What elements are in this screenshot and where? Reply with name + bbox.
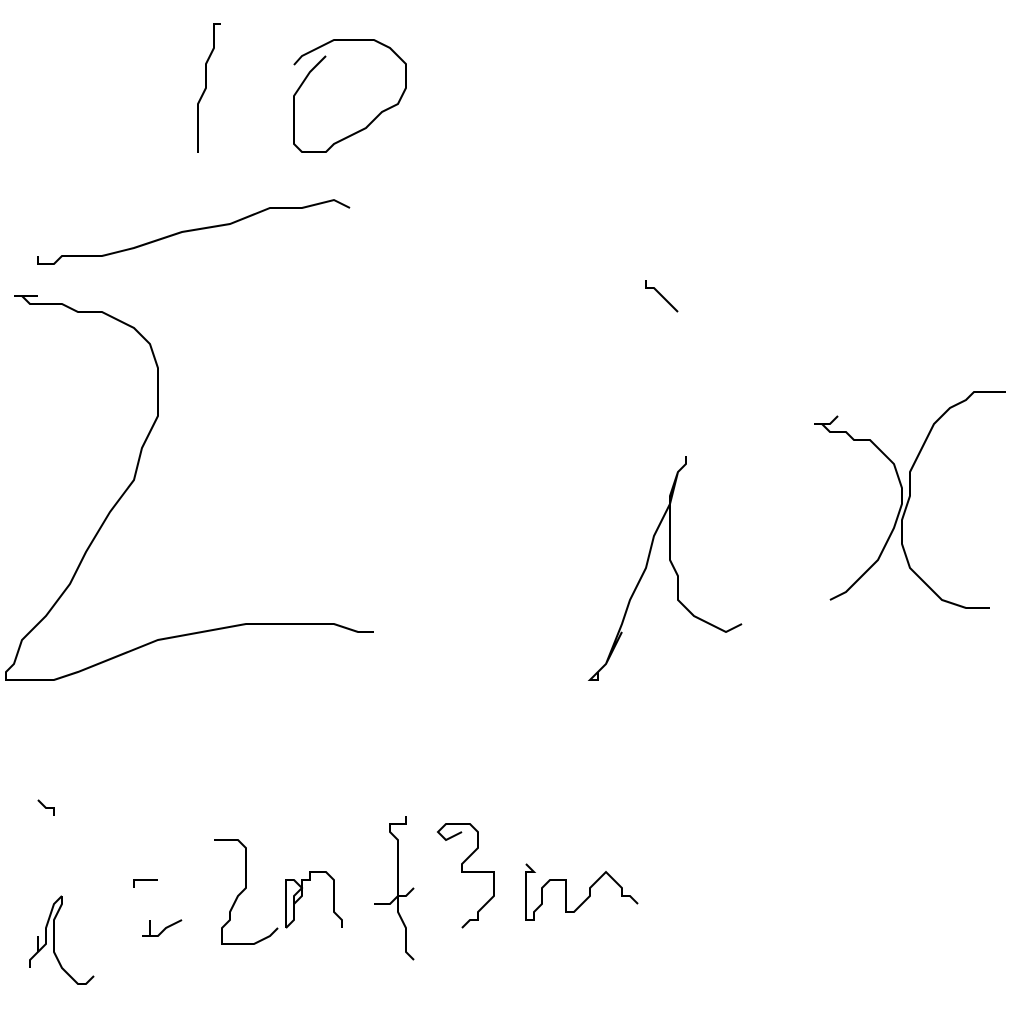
stroke-letter-m	[526, 864, 638, 920]
stroke-plus-vertical	[390, 816, 414, 960]
stroke-x-left	[814, 416, 902, 600]
stroke-i-dot	[38, 800, 54, 816]
stroke-equals-top	[134, 880, 158, 888]
stroke-lambda-body	[590, 456, 742, 680]
stroke-x-right	[902, 392, 1006, 608]
stroke-digit-2	[214, 840, 278, 944]
stroke-digit-3	[438, 824, 494, 928]
stroke-digit-0	[294, 40, 406, 152]
stroke-lambda-top	[646, 280, 678, 312]
stroke-sigma-top	[38, 200, 350, 264]
stroke-equals-bottom	[142, 920, 182, 936]
stroke-digit-1	[198, 24, 221, 153]
stroke-letter-n-1	[286, 872, 342, 928]
stroke-i-body	[30, 896, 94, 984]
stroke-sigma-body	[6, 296, 374, 680]
stroke-plus-horizontal	[374, 888, 414, 904]
